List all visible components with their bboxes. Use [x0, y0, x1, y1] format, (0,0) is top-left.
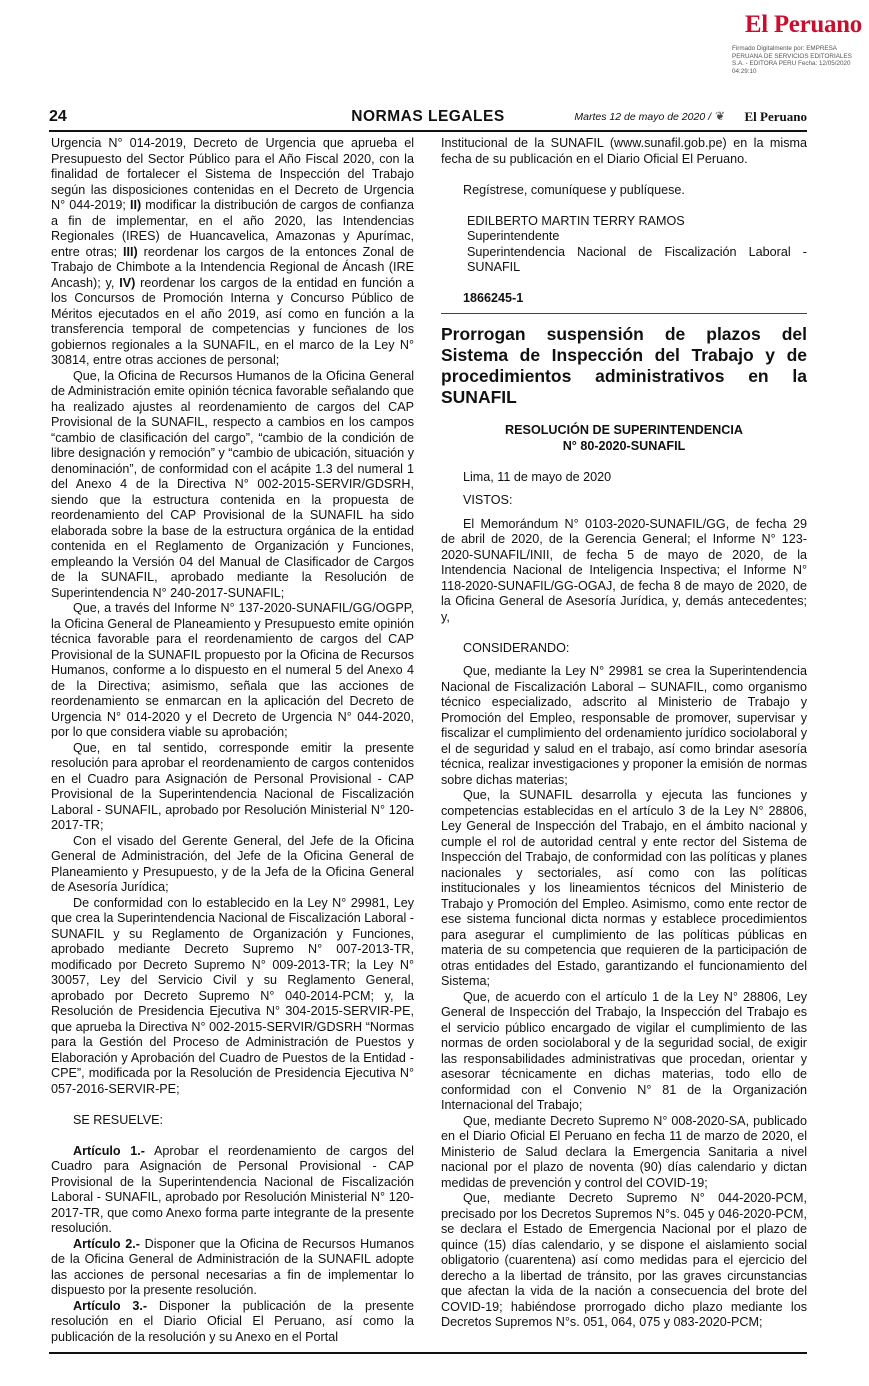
header-date: Martes 12 de mayo de 2020 / — [574, 111, 711, 123]
paragraph: Que, a través del Informe N° 137-2020-SUNAFIL/GG/OGPP, la Oficina General de Planeamiento y Presupuesto emite opinión técnica favorable para el reordenamiento de cargos del CAP Provisional de la SUNAFIL propuesto por la Oficina de Recursos Humanos, conforme a lo dispuesto en el numeral 5 del Anexo 4 de la Directiva; asimismo, señala que las acciones de reordenamiento se enmarcan en la aplicación del Decreto de Urgencia N° 014-2020 y el Decreto de Urgencia N° 044-2020, por lo que considera viable su aprobación; — [51, 601, 414, 739]
article-1: Artículo 1.- Aprobar el reordenamiento de cargos del Cuadro para Asignación de Personal Provisional - CAP Provisional de la Superintendencia Nacional de Fiscalización Laboral - SUNAFIL, aprobado por Resolución Ministerial N° 120-2017-TR, que como Anexo forma parte integrante de la presente resolución. — [51, 1143, 414, 1235]
vistos-heading: VISTOS: — [463, 493, 513, 507]
signer-organization: Superintendencia Nacional de Fiscalización Laboral - SUNAFIL — [467, 244, 807, 274]
page-header — [49, 108, 807, 130]
section-title: NORMAS LEGALES — [351, 108, 505, 125]
paragraph: De conformidad con lo establecido en la Ley N° 29981, Ley que crea la Superintendencia Nacional de Fiscalización Laboral - SUNAFIL y su Reglamento de Organización y Funciones, aprobado mediante Decreto Supremo N° 007-2013-TR, modificado por Decreto Supremo N° 009-2013-TR; la Ley N° 30057, Ley del Servicio Civil y su Reglamento General, aprobado por Decreto Supremo N° 040-2014-PCM; y, la Resolución de Presidencia Ejecutiva N° 304-2015-SERVIR-PE, que aprueba la Directiva N° 002-2015-SERVIR/GDSRH “Normas para la Gestión del Proceso de Administración de Puestos y Elaboración y Aprobación del Cuadro de Puestos de la Entidad - CPE”, modificada por la Resolución de Presidencia Ejecutiva N° 057-2016-SERVIR-PE; — [51, 895, 414, 1096]
resolves-heading: SE RESUELVE: — [73, 1112, 164, 1127]
paragraph: Institucional de la SUNAFIL (www.sunafil.gob.pe) en la misma fecha de su publicación en el Diario Oficial El Peruano. — [441, 136, 807, 166]
separator — [441, 313, 807, 314]
header-newspaper-name: El Peruano — [744, 109, 807, 124]
paragraph: Que, la SUNAFIL desarrolla y ejecuta las funciones y competencias establecidas en el artículo 3 de la Ley N° 28806, Ley General de Inspección del Trabajo, en el ámbito nacional y cumple el rol de autoridad central y ente rector del Sistema de Inspección del Trabajo, de conformidad con las políticas y planes nacionales y sectoriales, así como con las políticas institucionales y los lineamientos técnicos del Ministerio de Trabajo y Promoción del Empleo. Asimismo, como ente rector de ese sistema funcional dicta normas y establece procedimientos para asegurar el cumplimiento de las políticas públicas en materia de su competencia que requieren de la participación de otras entidades del Estado, garantizando el funcionamiento del Sistema; — [441, 788, 807, 988]
page-number: 24 — [49, 108, 67, 125]
footer-rule — [49, 1352, 807, 1354]
crest-icon: ❦ — [714, 109, 725, 123]
newspaper-logo: El Peruano — [744, 11, 862, 38]
signer-role: Superintendente — [467, 229, 560, 243]
article-title: Prorrogan suspensión de plazos del Sistema de Inspección del Trabajo y de procedimientos administrativos en la SUNAFIL — [441, 323, 807, 407]
paragraph: Que, de acuerdo con el artículo 1 de la Ley N° 28806, Ley General de Inspección del Trabajo, la Inspección del Trabajo es el servicio público encargado de vigilar el cumplimiento de las normas de orden sociolaboral y de la seguridad social, de exigir las responsabilidades administrativas que procedan, orientar y asesorar técnicamente en dichas materias, todo ello de conformidad con el Convenio N° 81 de la Organización Internacional del Trabajo; — [441, 989, 807, 1112]
right-column — [441, 136, 807, 1331]
paragraph: El Memorándum N° 0103-2020-SUNAFIL/GG, de fecha 29 de abril de 2020, de la Gerencia General; el Informe N° 123-2020-SUNAFIL/INII, de fecha 5 de mayo de 2020, de la Intendencia Nacional de Inteligencia Inspectiva; el Informe N° 118-2020-SUNAFIL/GG-OGAJ, de fecha 8 de mayo de 2020, de la Oficina General de Asesoría Jurídica, y, demás antecedentes; y, — [441, 516, 807, 624]
paragraph: Urgencia N° 014-2019, Decreto de Urgencia que aprueba el Presupuesto del Sector Público para el Año Fiscal 2020, con la finalidad de fortalecer el Sistema de Inspección del Trabajo según las disposiciones contenidas en el Decreto de Urgencia N° 044-2019; II) modificar la distribución de cargos de confianza a fin de implementar, en el año 2020, las Intendencias Regionales (IRES) de Huancavelica, Amazonas y Apurímac, entre otras; III) reordenar los cargos de la entonces Zonal de Trabajo de Chimbote a la Intendencia Regional de Áncash (IRE Ancash); y, IV) reordenar los cargos de la entidad en función a los Concursos de Promoción Interna y Concurso Público de Méritos ejecutados en el año 2019, así como en función a la transferencia temporal de competencias y funciones de los gobiernos regionales a la SUNAFIL, en el marco de la Ley N° 30814, entre otras acciones de personal; — [51, 136, 415, 367]
paragraph: Que, en tal sentido, corresponde emitir la presente resolución para aprobar el reordenamiento de cargos contenidos en el Cuadro para Asignación de Personal Provisional - CAP Provisional de la Superintendencia Nacional de Fiscalización Laboral - SUNAFIL, aprobado por Resolución Ministerial N° 120-2017-TR; — [51, 740, 414, 832]
paragraph: Que, la Oficina de Recursos Humanos de la Oficina General de Administración emite opinión técnica favorable señalando que ha realizado ajustes al reordenamiento de cargos del CAP Provisional de la SUNAFIL, respecto a cambios en los campos “cambio de clasificación del cargo”, “cambio de la condición de libre designación y remoción” y “cambio de ubicación, situación y denominación”, de conformidad con el acápite 1.3 del numeral 1 del Anexo 4 de la Directiva N° 002-2015-SERVIR/GDSRH, siendo que la estructura contenida en la propuesta de reordenamiento del CAP Provisional de la SUNAFIL ha sido elaborada sobre la base de la estructura orgánica de la entidad contenida en el Reglamento de Organización y Funciones, empleando la Versión 04 del Manual de Clasificador de Cargos de la SUNAFIL, aprobado mediante la Resolución de Superintendencia N° 240-2017-SUNAFIL; — [51, 368, 414, 600]
left-column — [51, 136, 414, 1345]
signature-block — [441, 214, 807, 276]
digital-signature-note: Firmado Digitalmente por: EMPRESA PERUANA DE SERVICIOS EDITORIALES S.A. - EDITORA PERU Fecha: 12/05/2020 04:29:10 — [732, 45, 852, 75]
paragraph: Que, mediante Decreto Supremo N° 008-2020-SA, publicado en el Diario Oficial El Peruano en fecha 11 de marzo de 2020, el Ministerio de Salud declara la Emergencia Sanitaria a nivel nacional por el plazo de noventa (90) días calendario y dictan medidas de prevención y control del COVID-19; — [441, 1113, 807, 1190]
signer-name: EDILBERTO MARTIN TERRY RAMOS — [467, 213, 685, 228]
considerando-heading: CONSIDERANDO: — [463, 640, 570, 655]
paragraph: Que, mediante Decreto Supremo N° 044-2020-PCM, precisado por los Decretos Supremos N°s. 045 y 046-2020-PCM, se declara el Estado de Emergencia Nacional por el plazo de quince (15) días calendario, y se dispone el aislamiento social obligatorio (cuarentena) así como medidas para el ejercicio del derecho a la libertad de tránsito, por las graves circunstancias que afectan la vida de la nación a consecuencia del brote del COVID-19; habiéndose prorrogado dicho plazo mediante los Decretos Supremos N°s. 051, 064, 075 y 083-2020-PCM; — [441, 1191, 807, 1329]
article-3: Artículo 3.- Disponer la publicación de la presente resolución en el Diario Oficial El Peruano, así como la publicación de la resolución y su Anexo en el Portal — [51, 1298, 414, 1344]
publication-code: 1866245-1 — [463, 291, 524, 305]
paragraph: Que, mediante la Ley N° 29981 se crea la Superintendencia Nacional de Fiscalización Laboral – SUNAFIL, como organismo técnico especializado, adscrito al Ministerio de Trabajo y Promoción del Empleo, responsable de promover, supervisar y fiscalizar el cumplimiento del ordenamiento jurídico sociolaboral y el de seguridad y salud en el trabajo, así como brindar asesoría técnica, realizar investigaciones y proponer la emisión de normas sobre dichas materias; — [441, 664, 807, 787]
place-date: Lima, 11 de mayo de 2020 — [463, 469, 612, 484]
header-rule — [49, 130, 807, 132]
article-2: Artículo 2.- Disponer que la Oficina de Recursos Humanos de la Oficina General de Administración de la SUNAFIL adopte las acciones de personal necesarias a fin de implementar lo dispuesto por la presente resolución. — [51, 1236, 414, 1297]
resolution-heading: RESOLUCIÓN DE SUPERINTENDENCIA N° 80-2020-SUNAFIL — [505, 423, 743, 453]
paragraph: Con el visado del Gerente General, del Jefe de la Oficina General de Administración, del Jefe de la Oficina General de Planeamiento y Presupuesto, y de la Jefa de la Oficina General de Asesoría Jurídica; — [51, 833, 414, 894]
closing-formula: Regístrese, comuníquese y publíquese. — [463, 182, 685, 197]
